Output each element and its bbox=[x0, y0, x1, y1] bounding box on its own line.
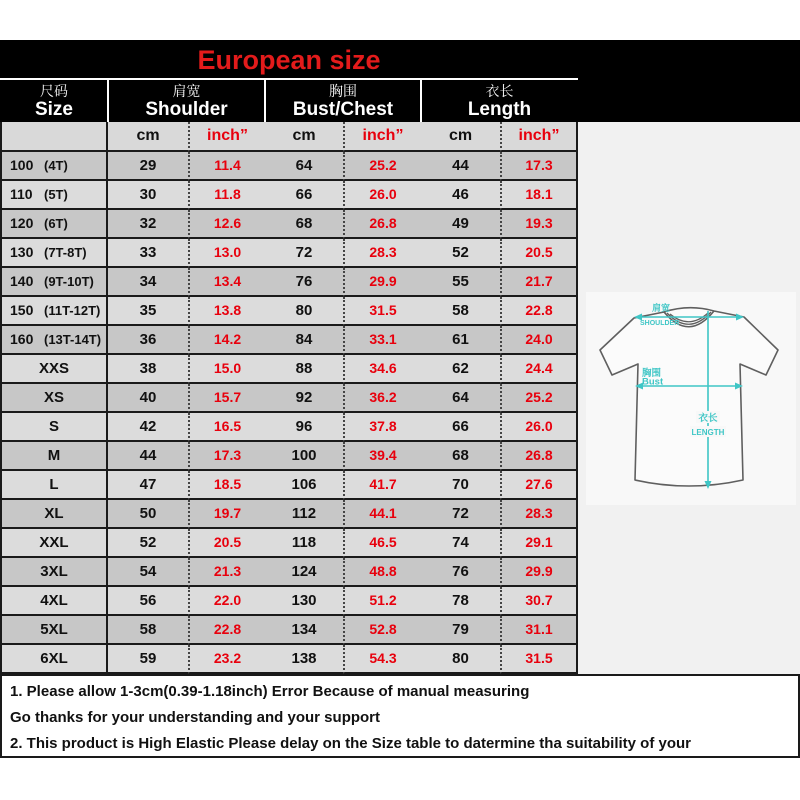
shoulder-inch-cell: 17.3 bbox=[188, 442, 265, 471]
shoulder-inch-cell: 13.4 bbox=[188, 268, 265, 297]
shoulder-inch-cell: 20.5 bbox=[188, 529, 265, 558]
size-number: 130 bbox=[10, 244, 34, 260]
size-age-range: (7T-8T) bbox=[44, 245, 87, 260]
note-line-1: 1. Please allow 1-3cm(0.39-1.18inch) Error Because of manual measuring bbox=[10, 683, 530, 700]
length-cm-cell: 55 bbox=[421, 268, 500, 297]
bust-label-zh: 胸围 bbox=[642, 368, 662, 379]
shoulder-cm-cell: 35 bbox=[108, 297, 188, 326]
bust-inch-cell: 33.1 bbox=[343, 326, 421, 355]
size-age-range: (13T-14T) bbox=[44, 332, 102, 347]
note-line-3: 2. This product is High Elastic Please delay on the Size table to datermine tha suitability of your bbox=[10, 735, 691, 752]
length-cm-cell: 62 bbox=[421, 355, 500, 384]
bust-inch-cell: 39.4 bbox=[343, 442, 421, 471]
column-header-length-en: Length bbox=[467, 98, 532, 120]
shoulder-cm-cell: 56 bbox=[108, 587, 188, 616]
unit-header-inch: inch” bbox=[188, 122, 265, 152]
column-header-size-zh: 尺码 bbox=[40, 82, 68, 99]
size-cell: 5XL bbox=[0, 616, 108, 645]
shoulder-cm-cell: 44 bbox=[108, 442, 188, 471]
bust-cm-cell: 124 bbox=[265, 558, 343, 587]
bust-cm-cell: 66 bbox=[265, 181, 343, 210]
bust-cm-cell: 80 bbox=[265, 297, 343, 326]
size-age-range: (9T-10T) bbox=[44, 274, 94, 289]
bust-cm-cell: 72 bbox=[265, 239, 343, 268]
notes-box bbox=[0, 674, 800, 758]
size-cell: 3XL bbox=[0, 558, 108, 587]
shoulder-cm-cell: 33 bbox=[108, 239, 188, 268]
bust-inch-cell: 52.8 bbox=[343, 616, 421, 645]
length-inch-cell: 22.8 bbox=[500, 297, 578, 326]
bust-cm-cell: 84 bbox=[265, 326, 343, 355]
header-separator bbox=[420, 80, 422, 122]
shoulder-inch-cell: 18.5 bbox=[188, 471, 265, 500]
shoulder-inch-cell: 13.8 bbox=[188, 297, 265, 326]
unit-header-cm: cm bbox=[421, 122, 500, 152]
length-cm-cell: 58 bbox=[421, 297, 500, 326]
bust-inch-cell: 26.8 bbox=[343, 210, 421, 239]
shoulder-cm-cell: 54 bbox=[108, 558, 188, 587]
diagram-panel bbox=[578, 122, 800, 674]
length-inch-cell: 30.7 bbox=[500, 587, 578, 616]
tshirt-outline bbox=[600, 308, 778, 486]
length-inch-cell: 31.1 bbox=[500, 616, 578, 645]
size-cell: S bbox=[0, 413, 108, 442]
column-header-length-zh: 衣长 bbox=[485, 82, 514, 99]
bust-inch-cell: 26.0 bbox=[343, 181, 421, 210]
bust-inch-cell: 28.3 bbox=[343, 239, 421, 268]
bust-inch-cell: 37.8 bbox=[343, 413, 421, 442]
length-inch-cell: 27.6 bbox=[500, 471, 578, 500]
bust-label-en: Bust bbox=[642, 376, 664, 388]
size-cell: M bbox=[0, 442, 108, 471]
length-cm-cell: 46 bbox=[421, 181, 500, 210]
unit-header-cm: cm bbox=[265, 122, 343, 152]
shoulder-cm-cell: 34 bbox=[108, 268, 188, 297]
column-header-bust bbox=[265, 80, 421, 122]
length-cm-cell: 70 bbox=[421, 471, 500, 500]
shoulder-cm-cell: 29 bbox=[108, 152, 188, 181]
shoulder-cm-cell: 32 bbox=[108, 210, 188, 239]
size-number: 120 bbox=[10, 215, 34, 231]
shoulder-cm-cell: 42 bbox=[108, 413, 188, 442]
size-cell bbox=[0, 297, 108, 326]
bust-inch-cell: 31.5 bbox=[343, 297, 421, 326]
length-cm-cell: 76 bbox=[421, 558, 500, 587]
unit-header-inch: inch” bbox=[500, 122, 578, 152]
shoulder-cm-cell: 58 bbox=[108, 616, 188, 645]
size-number: 140 bbox=[10, 273, 34, 289]
shoulder-cm-cell: 36 bbox=[108, 326, 188, 355]
length-inch-cell: 26.0 bbox=[500, 413, 578, 442]
bust-inch-cell: 41.7 bbox=[343, 471, 421, 500]
size-cell bbox=[0, 326, 108, 355]
size-age-range: (4T) bbox=[44, 158, 68, 173]
bust-cm-cell: 106 bbox=[265, 471, 343, 500]
length-inch-cell: 24.0 bbox=[500, 326, 578, 355]
size-cell: XS bbox=[0, 384, 108, 413]
shoulder-cm-cell: 38 bbox=[108, 355, 188, 384]
bust-cm-cell: 130 bbox=[265, 587, 343, 616]
length-label-zh: 衣长 bbox=[698, 413, 718, 424]
size-cell: L bbox=[0, 471, 108, 500]
size-age-range: (11T-12T) bbox=[44, 303, 101, 318]
bust-cm-cell: 68 bbox=[265, 210, 343, 239]
length-inch-cell: 29.1 bbox=[500, 529, 578, 558]
length-cm-cell: 44 bbox=[421, 152, 500, 181]
bust-inch-cell: 54.3 bbox=[343, 645, 421, 674]
bust-cm-cell: 92 bbox=[265, 384, 343, 413]
size-cell bbox=[0, 268, 108, 297]
bust-inch-cell: 29.9 bbox=[343, 268, 421, 297]
size-cell bbox=[0, 181, 108, 210]
length-cm-cell: 80 bbox=[421, 645, 500, 674]
length-cm-cell: 66 bbox=[421, 413, 500, 442]
bust-cm-cell: 76 bbox=[265, 268, 343, 297]
size-number: 100 bbox=[10, 157, 34, 173]
bust-inch-cell: 48.8 bbox=[343, 558, 421, 587]
length-cm-cell: 74 bbox=[421, 529, 500, 558]
length-cm-cell: 64 bbox=[421, 384, 500, 413]
unit-header-cm: cm bbox=[108, 122, 188, 152]
length-inch-cell: 24.4 bbox=[500, 355, 578, 384]
shoulder-label-en: SHOULDER bbox=[640, 320, 680, 327]
bust-cm-cell: 134 bbox=[265, 616, 343, 645]
column-header-bust-zh: 胸围 bbox=[329, 82, 357, 99]
shoulder-inch-cell: 13.0 bbox=[188, 239, 265, 268]
shoulder-inch-cell: 16.5 bbox=[188, 413, 265, 442]
length-inch-cell: 21.7 bbox=[500, 268, 578, 297]
shoulder-cm-cell: 30 bbox=[108, 181, 188, 210]
bust-inch-cell: 46.5 bbox=[343, 529, 421, 558]
size-cell bbox=[0, 239, 108, 268]
size-age-range: (5T) bbox=[44, 187, 68, 202]
bust-cm-cell: 96 bbox=[265, 413, 343, 442]
size-number: 110 bbox=[10, 186, 33, 202]
column-header-length bbox=[421, 80, 578, 122]
header-separator bbox=[264, 80, 266, 122]
length-cm-cell: 61 bbox=[421, 326, 500, 355]
column-header-bust-en: Bust/Chest bbox=[292, 98, 394, 120]
bust-inch-cell: 36.2 bbox=[343, 384, 421, 413]
chart-title: European size bbox=[197, 45, 381, 75]
column-header-shoulder-en: Shoulder bbox=[145, 98, 228, 120]
shoulder-inch-cell: 22.8 bbox=[188, 616, 265, 645]
tshirt-illustration bbox=[586, 292, 796, 505]
header-separator bbox=[107, 80, 109, 122]
length-inch-cell: 28.3 bbox=[500, 500, 578, 529]
shoulder-inch-cell: 11.8 bbox=[188, 181, 265, 210]
shoulder-cm-cell: 50 bbox=[108, 500, 188, 529]
size-cell: XXL bbox=[0, 529, 108, 558]
bust-inch-cell: 34.6 bbox=[343, 355, 421, 384]
unit-header-blank bbox=[0, 122, 108, 152]
size-cell bbox=[0, 152, 108, 181]
length-inch-cell: 29.9 bbox=[500, 558, 578, 587]
shoulder-label-zh: 肩宽 bbox=[652, 303, 671, 313]
size-cell: XL bbox=[0, 500, 108, 529]
bust-cm-cell: 112 bbox=[265, 500, 343, 529]
size-cell: XXS bbox=[0, 355, 108, 384]
length-cm-cell: 52 bbox=[421, 239, 500, 268]
note-line-2: Go thanks for your understanding and your support bbox=[10, 709, 381, 726]
bust-cm-cell: 88 bbox=[265, 355, 343, 384]
length-label-en: LENGTH bbox=[691, 428, 725, 437]
length-cm-cell: 72 bbox=[421, 500, 500, 529]
size-number: 160 bbox=[10, 331, 34, 347]
shoulder-cm-cell: 52 bbox=[108, 529, 188, 558]
column-header-size bbox=[0, 80, 108, 122]
length-inch-cell: 26.8 bbox=[500, 442, 578, 471]
size-table bbox=[0, 122, 578, 674]
bust-cm-cell: 64 bbox=[265, 152, 343, 181]
shoulder-inch-cell: 21.3 bbox=[188, 558, 265, 587]
unit-header-inch: inch” bbox=[343, 122, 421, 152]
bust-inch-cell: 44.1 bbox=[343, 500, 421, 529]
shoulder-inch-cell: 11.4 bbox=[188, 152, 265, 181]
length-cm-cell: 49 bbox=[421, 210, 500, 239]
length-inch-cell: 19.3 bbox=[500, 210, 578, 239]
column-header-shoulder-zh: 肩宽 bbox=[172, 82, 201, 99]
bust-inch-cell: 51.2 bbox=[343, 587, 421, 616]
shoulder-inch-cell: 14.2 bbox=[188, 326, 265, 355]
length-inch-cell: 20.5 bbox=[500, 239, 578, 268]
shoulder-cm-cell: 59 bbox=[108, 645, 188, 674]
shoulder-inch-cell: 15.7 bbox=[188, 384, 265, 413]
length-cm-cell: 78 bbox=[421, 587, 500, 616]
shoulder-inch-cell: 12.6 bbox=[188, 210, 265, 239]
shoulder-cm-cell: 47 bbox=[108, 471, 188, 500]
size-cell bbox=[0, 210, 108, 239]
shoulder-inch-cell: 15.0 bbox=[188, 355, 265, 384]
length-inch-cell: 31.5 bbox=[500, 645, 578, 674]
length-cm-cell: 79 bbox=[421, 616, 500, 645]
shoulder-cm-cell: 40 bbox=[108, 384, 188, 413]
length-inch-cell: 18.1 bbox=[500, 181, 578, 210]
bust-inch-cell: 25.2 bbox=[343, 152, 421, 181]
tshirt-diagram bbox=[586, 292, 796, 505]
length-inch-cell: 25.2 bbox=[500, 384, 578, 413]
bust-cm-cell: 100 bbox=[265, 442, 343, 471]
size-cell: 6XL bbox=[0, 645, 108, 674]
column-header-size-en: Size bbox=[34, 98, 74, 120]
length-inch-cell: 17.3 bbox=[500, 152, 578, 181]
size-number: 150 bbox=[10, 302, 34, 318]
length-cm-cell: 68 bbox=[421, 442, 500, 471]
column-header-shoulder bbox=[108, 80, 265, 122]
shoulder-inch-cell: 22.0 bbox=[188, 587, 265, 616]
shoulder-inch-cell: 23.2 bbox=[188, 645, 265, 674]
shoulder-inch-cell: 19.7 bbox=[188, 500, 265, 529]
size-cell: 4XL bbox=[0, 587, 108, 616]
size-age-range: (6T) bbox=[44, 216, 68, 231]
bust-cm-cell: 138 bbox=[265, 645, 343, 674]
bust-cm-cell: 118 bbox=[265, 529, 343, 558]
